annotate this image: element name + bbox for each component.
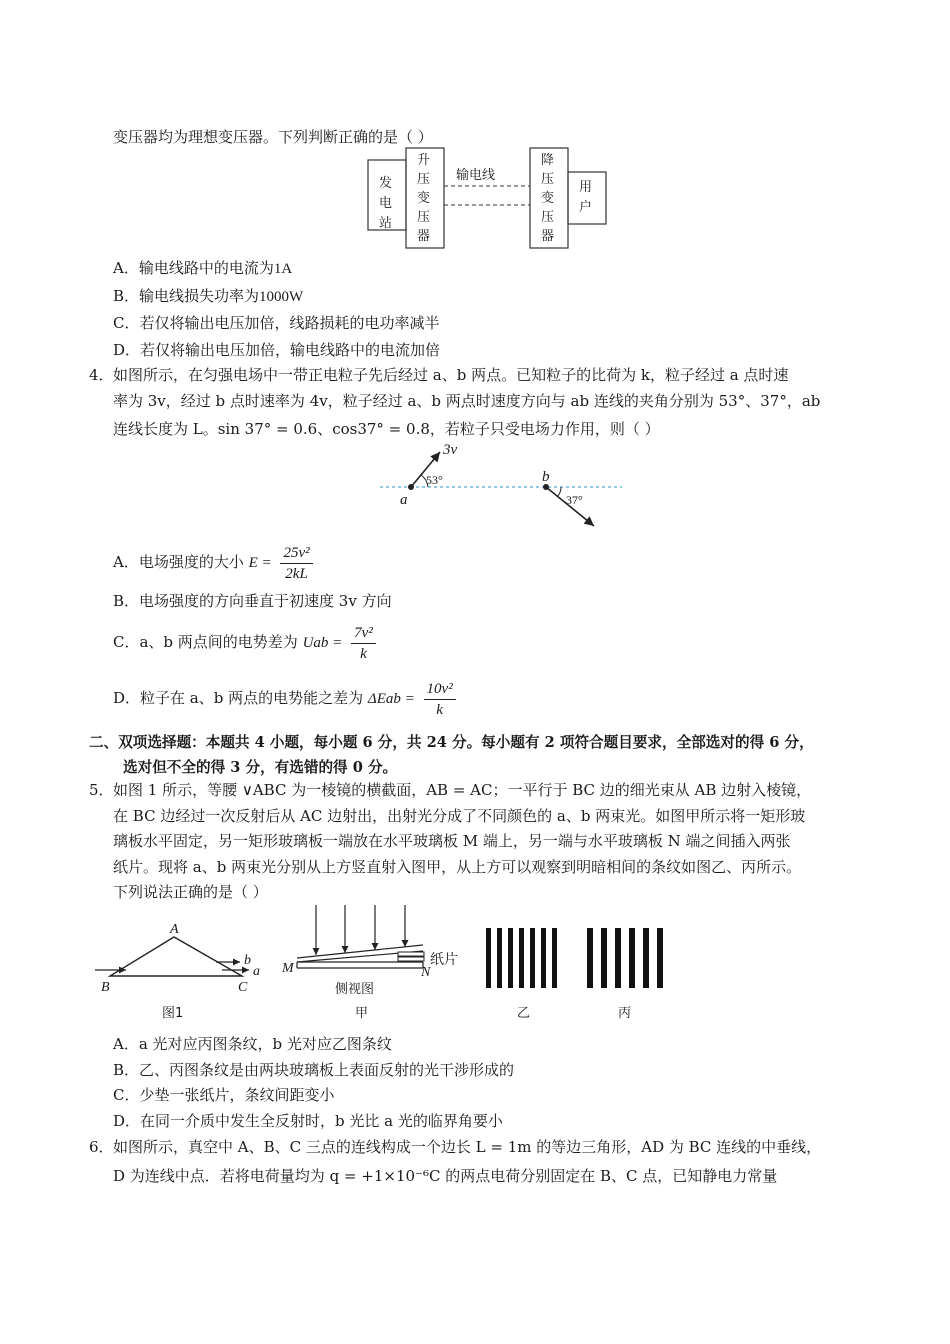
- q6-stem-line1: 如图所示，真空中 A、B、C 三点的连线构成一个边长 L = 1m 的等边三角形，AD 为 BC 连线的中垂线，: [113, 1138, 822, 1156]
- q4-option-b: B．电场强度的方向垂直于初速度 3v 方向: [113, 592, 392, 610]
- q5-option-c: C．少垫一张纸片，条纹间距变小: [113, 1086, 335, 1104]
- figure-1-caption: 图1: [162, 1006, 184, 1021]
- step-down-char: 压: [541, 210, 555, 225]
- angle-37-label: 37°: [566, 493, 583, 507]
- q5-option-d: D．在同一介质中发生全反射时，b 光比 a 光的临界角要小: [113, 1112, 503, 1130]
- figure-jia-caption: 甲: [355, 1006, 369, 1021]
- q3-stem-tail: 变压器均为理想变压器。下列判断正确的是（ ）: [113, 128, 433, 146]
- q5-stem-line2: 在 BC 边经过一次反射后从 AC 边射出，出射光分成了不同颜色的 a、b 两束光。如图甲所示将一矩形玻: [113, 807, 806, 825]
- step-down-char: 变: [541, 191, 555, 206]
- step-up-char: 器: [417, 229, 431, 244]
- figure-yi-caption: 乙: [517, 1006, 531, 1021]
- figure-bing-caption: 丙: [618, 1006, 632, 1021]
- step-down-char: 压: [541, 172, 555, 187]
- transmission-line-label: 输电线: [456, 168, 496, 183]
- beam-b-label: b: [244, 953, 251, 968]
- station-box-char: 站: [379, 216, 393, 231]
- q3-option-c: C．若仅将输出电压加倍，线路损耗的电功率减半: [113, 314, 440, 332]
- q5-option-b: B．乙、丙图条纹是由两块玻璃板上表面反射的光干涉形成的: [113, 1061, 515, 1079]
- beam-a-label: a: [253, 964, 260, 979]
- yi-fringes: [486, 928, 557, 988]
- q3-option-d: D．若仅将输出电压加倍，输电线路中的电流加倍: [113, 341, 441, 359]
- q4-option-d: D．粒子在 a、b 两点的电势能之差为 ΔEab = $\frac{\text{10v²}}{k}$: [113, 676, 456, 721]
- station-box-char: 电: [379, 196, 393, 211]
- step-up-char: 压: [417, 210, 431, 225]
- q3-option-b: B．输电线损失功率为1000W: [113, 287, 304, 305]
- paper-label: 纸片: [430, 952, 458, 968]
- q5-stem-line1: 如图 1 所示，等腰 ∨ABC 为一棱镜的横截面，AB = AC；一平行于 BC 边的细光束从 AB 边射入棱镜，: [113, 781, 812, 799]
- point-b-label: b: [542, 469, 550, 485]
- plate-end-m: M: [282, 961, 294, 976]
- q6-number: 6．: [89, 1138, 114, 1156]
- q5-stem-line4: 纸片。现将 a、b 两束光分别从上方竖直射入图甲，从上方可以观察到明暗相间的条纹如图乙、丙所示。: [113, 858, 802, 876]
- bing-fringes: [587, 928, 663, 988]
- step-down-char: 器: [541, 229, 555, 244]
- user-box-char: 户: [579, 200, 593, 215]
- q4-option-a: A．电场强度的大小 E = $\frac{\text{25v²}}{2kL}$: [113, 540, 313, 585]
- angle-53-label: 53°: [426, 473, 443, 487]
- q4-stem-line3: 连线长度为 L。sin 37° = 0.6、cos37° = 0.8，若粒子只受电场力作用，则（ ）: [113, 420, 660, 438]
- point-a-label: a: [400, 492, 408, 508]
- section-2-header-line1: 二、双项选择题：本题共 4 小题，每小题 6 分，共 24 分。每小题有 2 项符合题目要求，全部选对的得 6 分，: [89, 734, 814, 751]
- prism-vertex-c: C: [238, 980, 248, 995]
- step-up-char: 压: [417, 172, 431, 187]
- q4-stem-line1: 如图所示，在匀强电场中一带正电粒子先后经过 a、b 两点。已知粒子的比荷为 k，粒子经过 a 点时速: [113, 366, 789, 384]
- q4-stem-line2: 率为 3v，经过 b 点时速率为 4v，粒子经过 a、b 两点时速度方向与 ab 连线的夹角分别为 53°、37°，ab: [113, 392, 821, 410]
- station-box-char: 发: [379, 176, 393, 191]
- side-view-caption: 侧视图: [335, 982, 375, 997]
- plate-end-n: N: [421, 965, 431, 980]
- q4-option-c: C．a、b 两点间的电势差为 Uab = $\frac{\text{7v²}}{k}$: [113, 620, 376, 665]
- prism-vertex-a: A: [170, 922, 179, 937]
- q5-option-a: A．a 光对应丙图条纹，b 光对应乙图条纹: [113, 1035, 392, 1053]
- q5-stem-line3: 璃板水平固定，另一矩形玻璃板一端放在水平玻璃板 M 端上，另一端与水平玻璃板 N 端之间插入两张: [113, 832, 791, 850]
- q6-stem-line2: D 为连线中点．若将电荷量均为 q = +1×10⁻⁶C 的两点电荷分别固定在 B、C 点，已知静电力常量: [113, 1167, 778, 1185]
- q5-stem-line5: 下列说法正确的是（ ）: [113, 883, 268, 901]
- q5-number: 5．: [89, 781, 114, 799]
- velocity-3v-label: 3v: [443, 442, 458, 458]
- step-down-char: 降: [541, 153, 555, 168]
- step-up-char: 升: [417, 153, 431, 168]
- q4-number: 4．: [89, 366, 114, 384]
- section-2-header-line2: 选对但不全的得 3 分，有选错的得 0 分。: [123, 759, 398, 776]
- step-up-char: 变: [417, 191, 431, 206]
- user-box-char: 用: [579, 180, 593, 195]
- q3-option-a: A．输电线路中的电流为1A: [113, 259, 293, 277]
- prism-vertex-b: B: [101, 980, 110, 995]
